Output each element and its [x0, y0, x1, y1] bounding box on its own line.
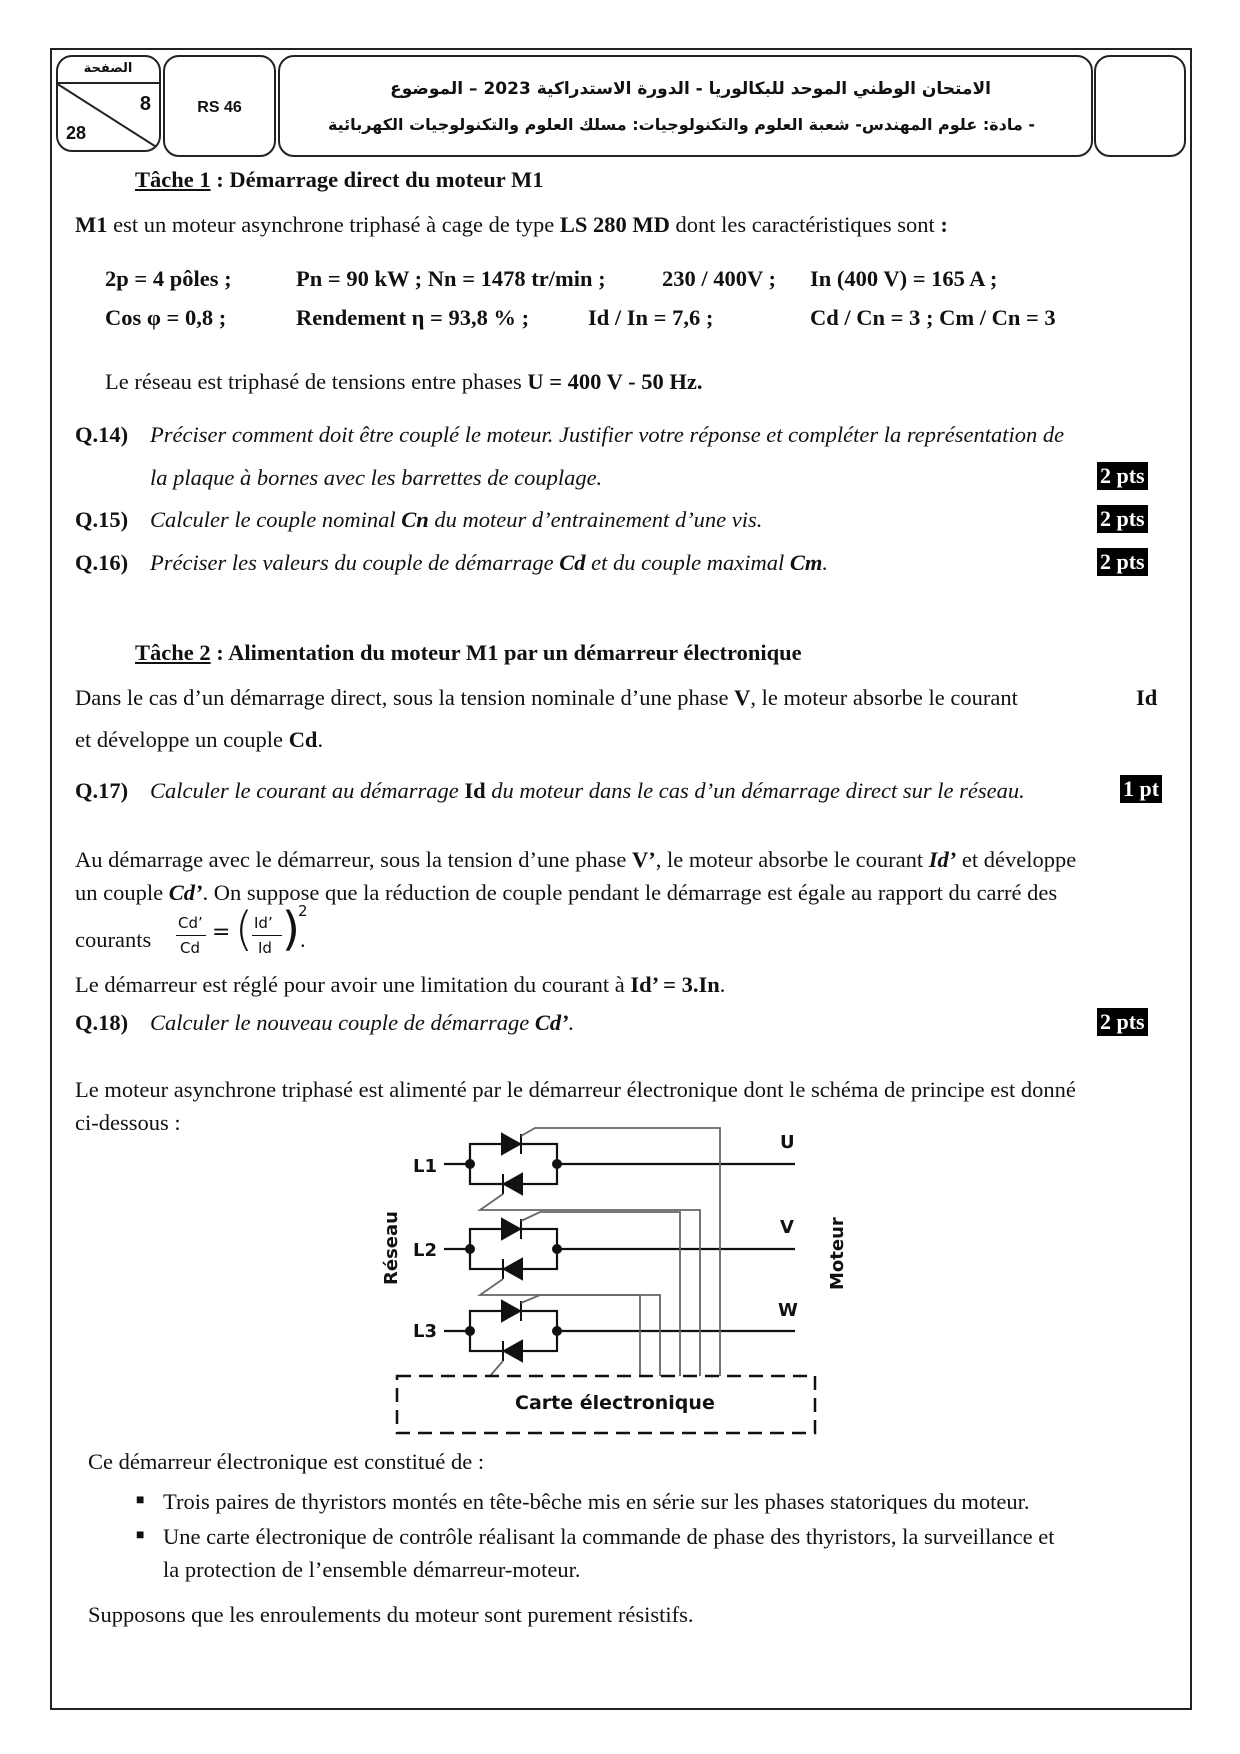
paren-open: (: [235, 902, 253, 956]
q14-text-1: Préciser comment doit être couplé le moteur. Justifier votre réponse et compléter la représentation de: [150, 422, 1065, 447]
q18-text: Calculer le nouveau couple de démarrage Cd’.: [150, 1010, 575, 1035]
label-l2: L2: [413, 1240, 437, 1261]
q15-points: 2 pts: [1097, 505, 1148, 533]
final-text: Supposons que les enroulements du moteur sont purement résistifs.: [88, 1602, 694, 1627]
q16-text: Préciser les valeurs du couple de démarrage Cd et du couple maximal Cm.: [150, 550, 829, 575]
task2-para1-line1: Dans le cas d’un démarrage direct, sous la tension nominale d’une phase V, le moteur absorbe le courant: [75, 685, 1018, 710]
task2-para4-line2: ci-dessous :: [75, 1110, 181, 1135]
q14-points: 2 pts: [1097, 462, 1148, 490]
after-intro: Ce démarreur électronique est constitué de :: [88, 1449, 485, 1474]
label-l3: L3: [413, 1321, 437, 1342]
spec-efficiency: Rendement η = 93,8 % ;: [296, 305, 530, 330]
q17-points: 1 pt: [1120, 775, 1162, 803]
task1-title: Tâche 1 : Démarrage direct du moteur M1: [135, 167, 544, 192]
bullet-1-icon: ■: [136, 1493, 145, 1508]
q16-number: Q.16): [75, 550, 129, 575]
header-line-2: - مادة: علوم المهندس- شعبة العلوم والتكنولوجيات: مسلك العلوم والتكنولوجيات الكهربائية: [327, 115, 1035, 134]
page-total: 28: [66, 123, 87, 143]
label-l1: L1: [413, 1156, 437, 1177]
q17-number: Q.17): [75, 778, 129, 803]
exponent: 2: [298, 902, 308, 920]
equals-sign: =: [212, 920, 231, 945]
frac-id-num: Id’: [254, 914, 273, 932]
page-current: 8: [139, 93, 151, 115]
task2-para1-line2: et développe un couple Cd.: [75, 727, 324, 752]
task2-para2-line2: un couple Cd’. On suppose que la réduction de couple pendant le démarrage est égale au rapport du carré des: [75, 880, 1058, 905]
gate-wires: [480, 1128, 720, 1376]
bullet-2-text-1: Une carte électronique de contrôle réalisant la commande de phase des thyristors, la surveillance et: [163, 1524, 1055, 1549]
frac-cd-num: Cd’: [178, 914, 203, 932]
spec-current: In (400 V) = 165 A ;: [810, 266, 998, 291]
power-circuit: [444, 1144, 795, 1351]
q14-text-2: la plaque à bornes avec les barrettes de couplage.: [150, 465, 603, 490]
task2-title: Tâche 2 : Alimentation du moteur M1 par un démarreur électronique: [135, 640, 802, 665]
spec-id-ratio: Id / In = 7,6 ;: [588, 305, 714, 330]
spec-torque-ratios: Cd / Cn = 3 ; Cm / Cn = 3: [810, 305, 1056, 330]
task2-para3: Le démarreur est réglé pour avoir une limitation du courant à Id’ = 3.In.: [75, 972, 726, 997]
paren-close: ): [282, 902, 300, 956]
page-label: الصفحة: [83, 61, 133, 76]
spec-voltage: 230 / 400V ;: [662, 266, 776, 291]
label-carte: Carte électronique: [515, 1392, 715, 1414]
frac-cd-den: Cd: [180, 939, 200, 957]
task2-para2-line1: Au démarrage avec le démarreur, sous la tension d’une phase V’, le moteur absorbe le courant Id’ et développe: [75, 847, 1077, 872]
q18-points: 2 pts: [1097, 1008, 1148, 1036]
q16-points: 2 pts: [1097, 548, 1148, 576]
task2-para1-id: Id: [1136, 685, 1158, 710]
label-u: U: [780, 1132, 795, 1153]
task2-para4-line1: Le moteur asynchrone triphasé est alimenté par le démarreur électronique dont le schéma de principe est donné: [75, 1077, 1076, 1102]
frac-id-den: Id: [258, 939, 272, 957]
bullet-1-text: Trois paires de thyristors montés en tête-bêche mis en série sur les phases statoriques du moteur.: [163, 1489, 1030, 1514]
q18-number: Q.18): [75, 1010, 129, 1035]
thyristors: [502, 1134, 522, 1361]
currents-label: courants: [75, 927, 152, 952]
label-w: W: [778, 1300, 798, 1321]
task1-intro: M1 est un moteur asynchrone triphasé à cage de type LS 280 MD dont les caractéristiques sont :: [75, 212, 948, 237]
spec-poles: 2p = 4 pôles ;: [105, 266, 232, 291]
q15-text: Calculer le couple nominal Cn du moteur d’entrainement d’une vis.: [150, 507, 763, 532]
bullet-2-icon: ■: [136, 1528, 145, 1543]
bullet-2-text-2: la protection de l’ensemble démarreur-moteur.: [163, 1557, 581, 1582]
network-text: Le réseau est triphasé de tensions entre phases U = 400 V - 50 Hz.: [105, 369, 703, 394]
q15-number: Q.15): [75, 507, 129, 532]
q17-text: Calculer le courant au démarrage Id du moteur dans le cas d’un démarrage direct sur le réseau.: [150, 778, 1025, 803]
q14-number: Q.14): [75, 422, 129, 447]
spec-cos: Cos φ = 0,8 ;: [105, 305, 227, 330]
exam-code: RS 46: [197, 99, 242, 116]
label-v: V: [780, 1217, 794, 1238]
formula-period: .: [300, 927, 306, 952]
header-line-1: الامتحان الوطني الموحد للبكالوريا - الدورة الاستدراكية 2023 – الموضوع: [390, 79, 991, 99]
label-reseau: Réseau: [381, 1211, 402, 1285]
label-moteur: Moteur: [827, 1217, 848, 1290]
spec-power: Pn = 90 kW ; Nn = 1478 tr/min ;: [296, 266, 606, 291]
